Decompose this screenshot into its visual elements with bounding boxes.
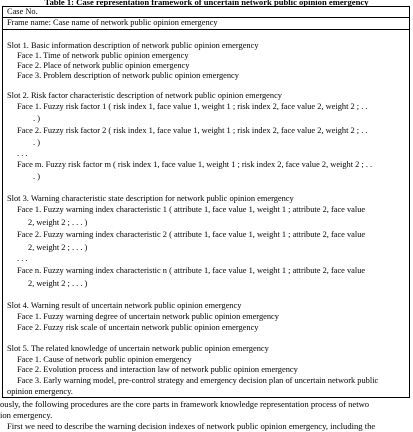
slot-2-ellipsis: . . .: [17, 149, 28, 158]
slot-2-face-1: Face 1. Fuzzy risk factor 1 ( risk index 1, face value 1, weight 1 ; risk index 2, face value 2, weight 2 ; . .: [17, 102, 368, 111]
table-title: Table 1: Case representation framework of uncertain network public opinion emergency: [44, 0, 369, 7]
slot-5-face-3-cont: opinion emergency.: [7, 387, 73, 396]
slot-2-face-m-cont: . ): [33, 172, 40, 181]
slot-2-face-m: Face m. Fuzzy risk factor m ( risk index 1, face value 1, weight 1 ; risk index 2, face value 2, weight 2 ; . .: [17, 160, 373, 169]
slot-2-heading: Slot 2. Risk factor characteristic description of network public opinion emergency: [7, 91, 282, 100]
divider: [3, 29, 409, 30]
slot-5-face-3: Face 3. Early warning model, pre-control strategy and emergency decision plan of uncertain network public: [17, 376, 379, 385]
slot-1-face-1: Face 1. Time of network public opinion emergency: [17, 51, 189, 60]
case-frame-table: [2, 6, 410, 398]
slot-4-face-1: Face 1. Fuzzy warning degree of uncertain network public opinion emergency: [17, 312, 279, 321]
slot-3-face-1: Face 1. Fuzzy warning index characteristic 1 ( attribute 1, face value 1, weight 1 ; attribute 2, face value: [17, 205, 366, 214]
body-text-line: First we need to describe the warning decision indexes of network public opinion emergency, including the: [7, 421, 376, 431]
slot-2-face-2: Face 2. Fuzzy risk factor 2 ( risk index 1, face value 1, weight 1 ; risk index 2, face value 2, weight 2 ; . .: [17, 126, 368, 135]
body-text-line: ion emergency.: [0, 410, 53, 420]
slot-1-face-2: Face 2. Place of network public opinion emergency: [17, 61, 190, 70]
slot-1-heading: Slot 1. Basic information description of network public opinion emergency: [7, 41, 259, 50]
slot-5-heading: Slot 5. The related knowledge of uncertain network public opinion emergency: [7, 344, 269, 353]
slot-4-heading: Slot 4. Warning result of uncertain network public opinion emergency: [7, 301, 242, 310]
case-no-label: Case No.: [7, 7, 38, 16]
slot-3-face-n: Face n. Fuzzy warning index characteristic n ( attribute 1, face value 1, weight 1 ; attribute 2, face value: [17, 266, 366, 275]
slot-3-face-1-cont: 2, weight 2 ; . . . ): [28, 218, 88, 227]
slot-4-face-2: Face 2. Fuzzy risk scale of uncertain network public opinion emergency: [17, 323, 259, 332]
frame-name: Frame name: Case name of network public opinion emergency: [7, 18, 218, 27]
slot-5-face-2: Face 2. Evolution process and interaction law of network public opinion emergency: [17, 365, 298, 374]
slot-2-face-2-cont: . ): [33, 138, 40, 147]
slot-3-ellipsis: . . .: [17, 254, 28, 263]
slot-5-face-1: Face 1. Cause of network public opinion emergency: [17, 355, 192, 364]
slot-3-face-2: Face 2. Fuzzy warning index characteristic 2 ( attribute 1, face value 1, weight 1 ; attribute 2, face value: [17, 230, 366, 239]
slot-2-face-1-cont: . ): [33, 114, 40, 123]
slot-3-face-2-cont: 2, weight 2 ; . . . ): [28, 243, 88, 252]
slot-3-face-n-cont: 2, weight 2 ; . . . ): [28, 279, 88, 288]
slot-1-face-3: Face 3. Problem description of network public opinion emergency: [17, 71, 239, 80]
slot-3-heading: Slot 3. Warning characteristic state description for network public opinion emergency: [7, 194, 294, 203]
body-text-line: ously, the following procedures are the core parts in framework knowledge representation process of netwo: [0, 399, 370, 409]
